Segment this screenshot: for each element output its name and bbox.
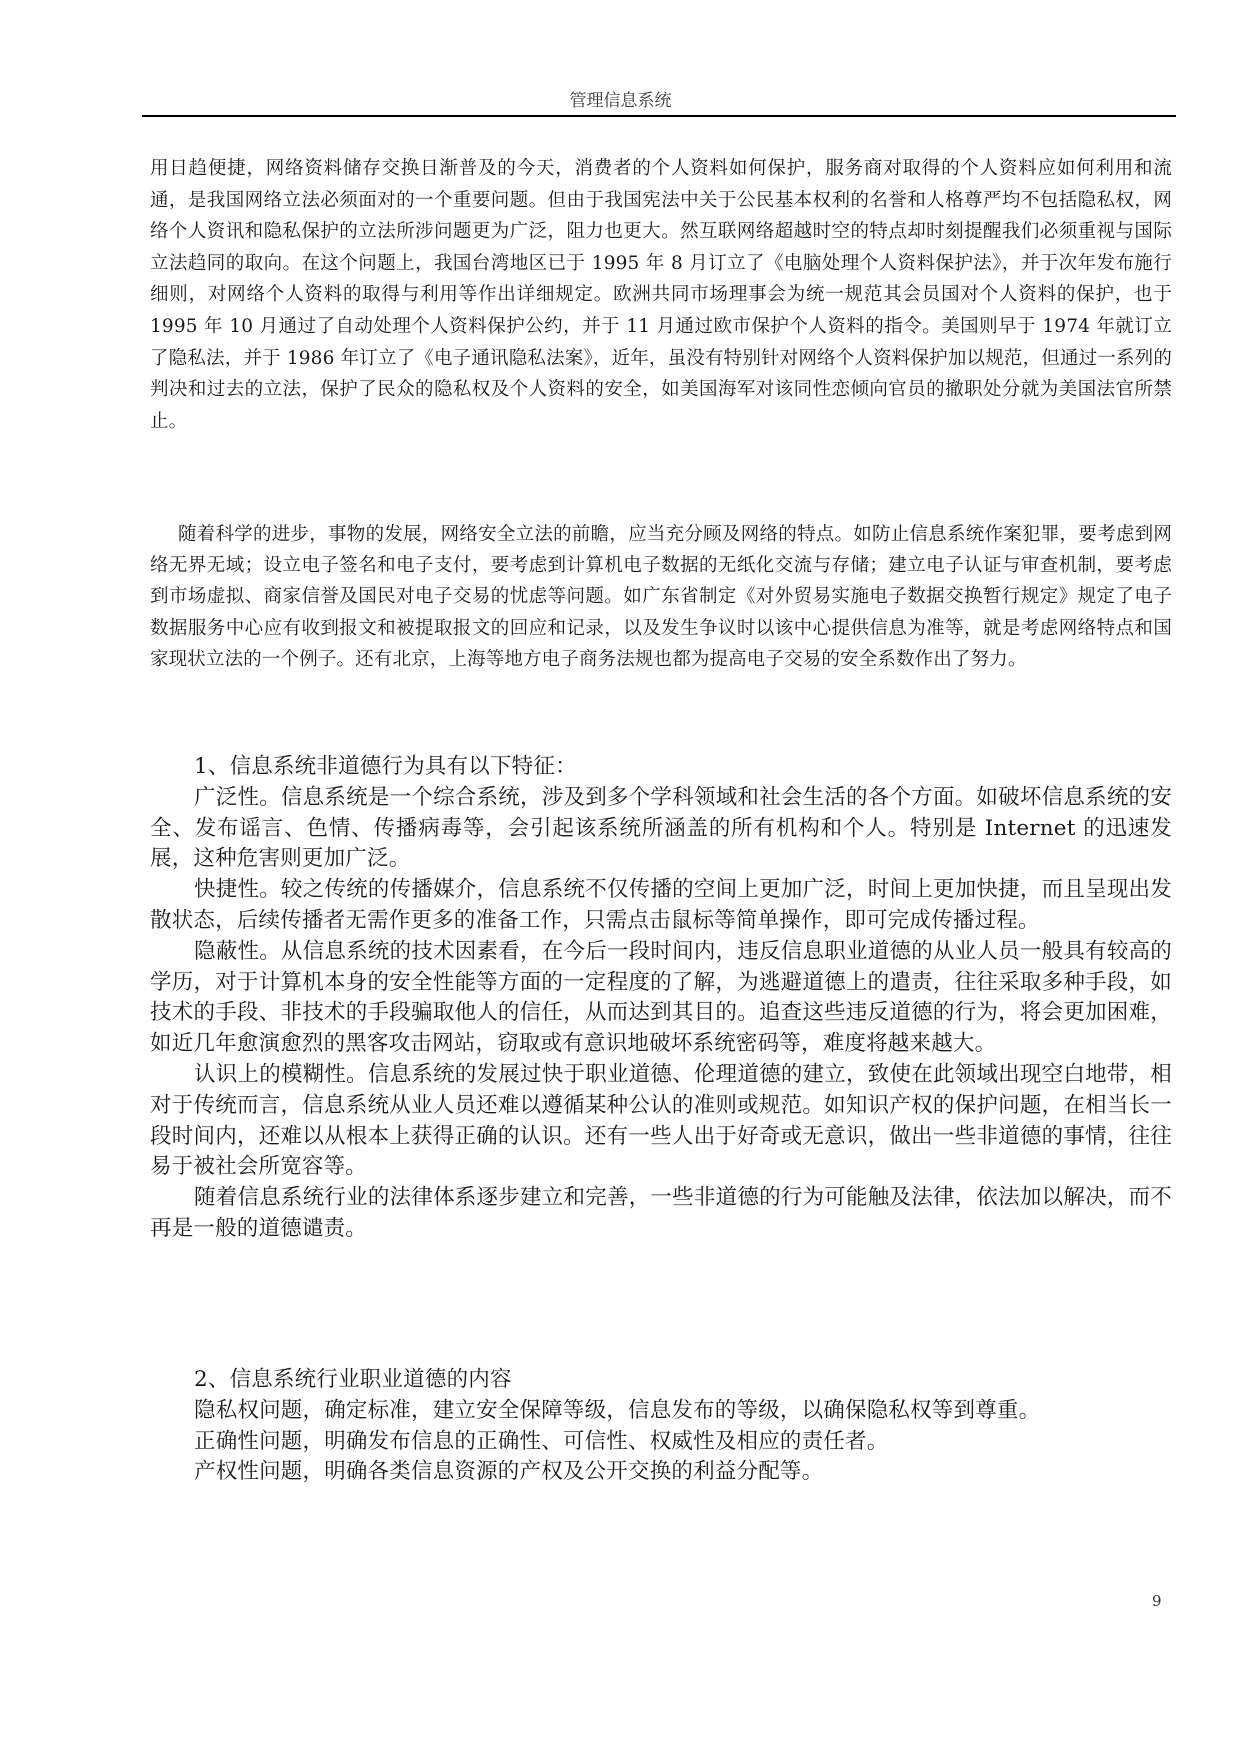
section-unethical-behavior-features — [150, 752, 1172, 1245]
list-item: 广泛性。信息系统是一个综合系统，涉及到多个学科领域和社会生活的各个方面。如破坏信息系统的安全、发布谣言、色情、传播病毒等，会引起该系统所涵盖的所有机构和个人。特别是 Internet 的迅速发展，这种危害则更加广泛。 — [150, 784, 1172, 872]
list-item: 隐蔽性。从信息系统的技术因素看，在今后一段时间内，违反信息职业道德的从业人员一般具有较高的学历，对于计算机本身的安全性能等方面的一定程度的了解，为逃避道德上的遣责，往往采取多种手段，如技术的手段、非技术的手段骗取他人的信任，从而达到其目的。追查这些违反道德的行为，将会更加困难，如近几年愈演愈烈的黑客攻击网站，窃取或有意识地破坏系统密码等，难度将越来越大。 — [150, 938, 1172, 1057]
list-item: 正确性问题，明确发布信息的正确性、可信性、权威性及相应的责任者。 — [194, 1428, 889, 1454]
list-item: 隐私权问题，确定标准，建立安全保障等级，信息发布的等级，以确保隐私权等到尊重。 — [194, 1397, 1041, 1423]
header-rule — [142, 115, 1176, 117]
header-title: 管理信息系统 — [569, 91, 672, 111]
list-item: 随着信息系统行业的法律体系逐步建立和完善，一些非道德的行为可能触及法律，依法加以解决，而不再是一般的道德谴责。 — [150, 1185, 1172, 1241]
list-item: 快捷性。较之传统的传播媒介，信息系统不仅传播的空间上更加广泛，时间上更加快捷，而且呈现出发散状态，后续传播者无需作更多的准备工作，只需点击鼠标等简单操作，即可完成传播过程。 — [150, 877, 1172, 933]
section-heading: 1、信息系统非道德行为具有以下特征： — [194, 754, 577, 779]
page-number: 9 — [1152, 1592, 1162, 1610]
section-heading: 2、信息系统行业职业道德的内容 — [194, 1367, 512, 1392]
list-item: 认识上的模糊性。信息系统的发展过快于职业道德、伦理道德的建立，致使在此领域出现空白地带，相对于传统而言，信息系统从业人员还难以遵循某种公认的准则或规范。如知识产权的保护问题，在相当长一段时间内，还难以从根本上获得正确的认识。还有一些人出于好奇或无意识，做出一些非道德的事情，往往易于被社会所宽容等。 — [150, 1061, 1172, 1180]
section-professional-ethics-content — [150, 1365, 1172, 1488]
list-item: 产权性问题，明确各类信息资源的产权及公开交换的利益分配等。 — [194, 1459, 824, 1485]
paragraph-network-security-legislation: 随着科学的进步，事物的发展，网络安全立法的前瞻，应当充分顾及网络的特点。如防止信息系统作案犯罪，要考虑到网络无界无域；设立电子签名和电子支付，要考虑到计算机电子数据的无纸化交流与存储；建立电子认证与审查机制，要考虑到市场虚拟、商家信誉及国民对电子交易的忧虑等问题。如广东省制定《对外贸易实施电子数据交换暂行规定》规定了电子数据服务中心应有收到报文和被提取报文的回应和记录，以及发生争议时以该中心提供信息为准等，就是考虑网络特点和国家现状立法的一个例子。还有北京，上海等地方电子商务法规也都为提高电子交易的安全系数作出了努力。 — [150, 524, 1172, 670]
paragraph-privacy-legislation: 用日趋便捷，网络资料储存交换日渐普及的今天，消费者的个人资料如何保护，服务商对取得的个人资料应如何利用和流通，是我国网络立法必须面对的一个重要问题。但由于我国宪法中关于公民基本权利的名誉和人格尊严均不包括隐私权，网络个人资讯和隐私保护的立法所涉问题更为广泛，阻力也更大。然互联网络超越时空的特点却时刻提醒我们必须重视与国际立法趋同的取向。在这个问题上，我国台湾地区已于 1995 年 8 月订立了《电脑处理个人资料保护法》，并于次年发布施行细则，对网络个人资料的取得与利用等作出详细规定。欧洲共同市场理事会为统一规范其会员国对个人资料的保护，也于 1995 年 10 月通过了自动处理个人资料保护公约，并于 11 月通过欧市保护个人资料的指令。美国则早于 1974 年就订立了隐私法，并于 1986 年订立了《电子通讯隐私法案》，近年，虽没有特别针对网络个人资料保护加以规范，但通过一系列的判决和过去的立法，保护了民众的隐私权及个人资料的安全，如美国海军对该同性恋倾向官员的撤职处分就为美国法官所禁止。 — [150, 158, 1172, 432]
